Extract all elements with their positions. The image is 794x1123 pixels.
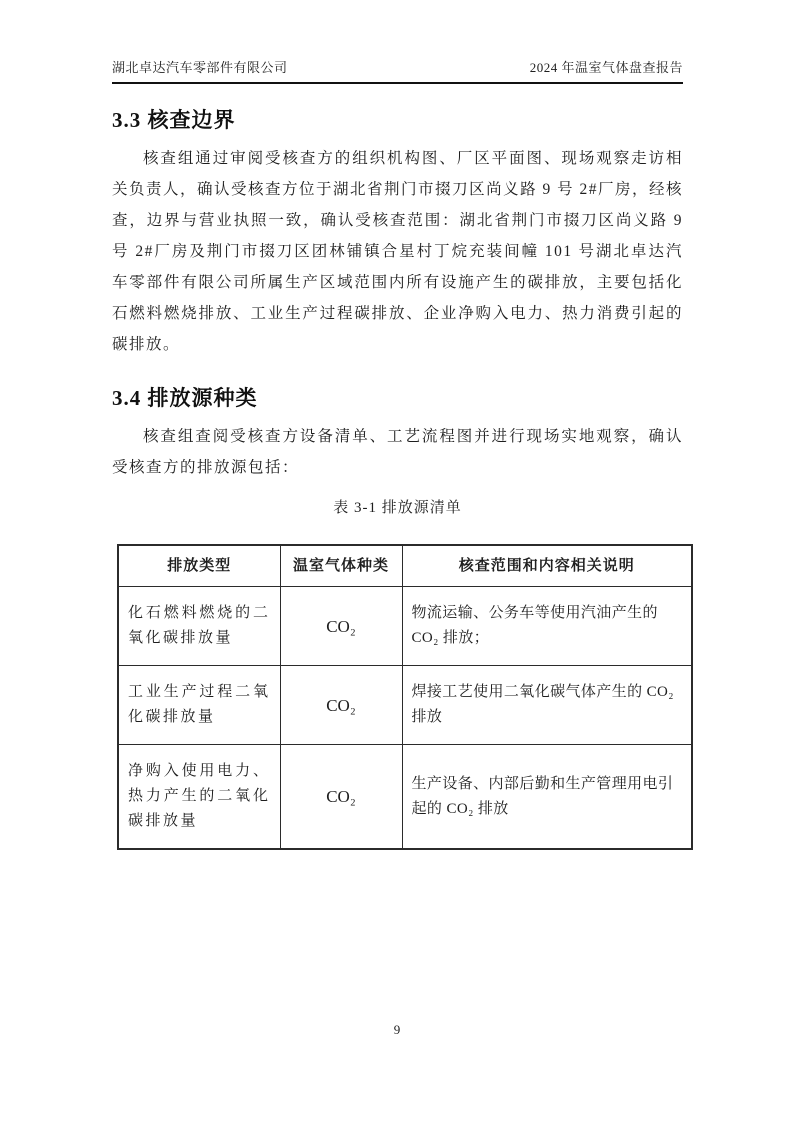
emission-type-cell: 工业生产过程二氧化碳排放量	[118, 666, 280, 745]
table-row	[118, 745, 692, 850]
table-row	[118, 666, 692, 745]
emission-source-table	[117, 544, 693, 850]
scope-description-cell: 物流运输、公务车等使用汽油产生的 CO₂ 排放；	[402, 587, 692, 666]
gas-type-cell: CO₂	[280, 745, 402, 850]
running-header	[112, 57, 683, 84]
scope-description-cell: 焊接工艺使用二氧化碳气体产生的 CO₂ 排放	[402, 666, 692, 745]
header-report-title: 2024 年温室气体盘查报告	[529, 60, 683, 75]
table-header-row	[118, 545, 692, 587]
column-header-scope-description: 核查范围和内容相关说明	[402, 545, 692, 587]
header-company-name: 湖北卓达汽车零部件有限公司	[112, 60, 288, 75]
gas-type-cell: CO₂	[280, 666, 402, 745]
emission-type-cell: 净购入使用电力、热力产生的二氧化碳排放量	[118, 745, 280, 850]
gas-type-cell: CO₂	[280, 587, 402, 666]
scope-description-cell: 生产设备、内部后勤和生产管理用电引起的 CO₂ 排放	[402, 745, 692, 850]
section-heading-3-3: 3.3 核查边界	[112, 108, 236, 132]
table-row	[118, 587, 692, 666]
section-heading-3-4: 3.4 排放源种类	[112, 386, 258, 410]
column-header-gas-type: 温室气体种类	[280, 545, 402, 587]
section-3-3-paragraph: 核查组通过审阅受核查方的组织机构图、厂区平面图、现场观察走访相关负责人，确认受核查方位于湖北省荆门市掇刀区尚义路 9 号 2#厂房，经核查，边界与营业执照一致，确认受核查范围：湖北省荆门市掇刀区尚义路 9 号 2#厂房及荆门市掇刀区团林铺镇合星村丁烷充装间幢 101 号湖北卓达汽车零部件有限公司所属生产区域范围内所有设施产生的碳排放，主要包括化石燃料燃烧排放、工业生产过程碳排放、企业净购入电力、热力消费引起的碳排放。	[112, 150, 683, 353]
page-number: 9	[393, 1022, 401, 1037]
table-caption: 表 3-1 排放源清单	[333, 500, 462, 516]
emission-type-cell: 化石燃料燃烧的二氧化碳排放量	[118, 587, 280, 666]
column-header-emission-type: 排放类型	[118, 545, 280, 587]
section-3-4-paragraph: 核查组查阅受核查方设备清单、工艺流程图并进行现场实地观察，确认受核查方的排放源包括：	[112, 428, 683, 476]
